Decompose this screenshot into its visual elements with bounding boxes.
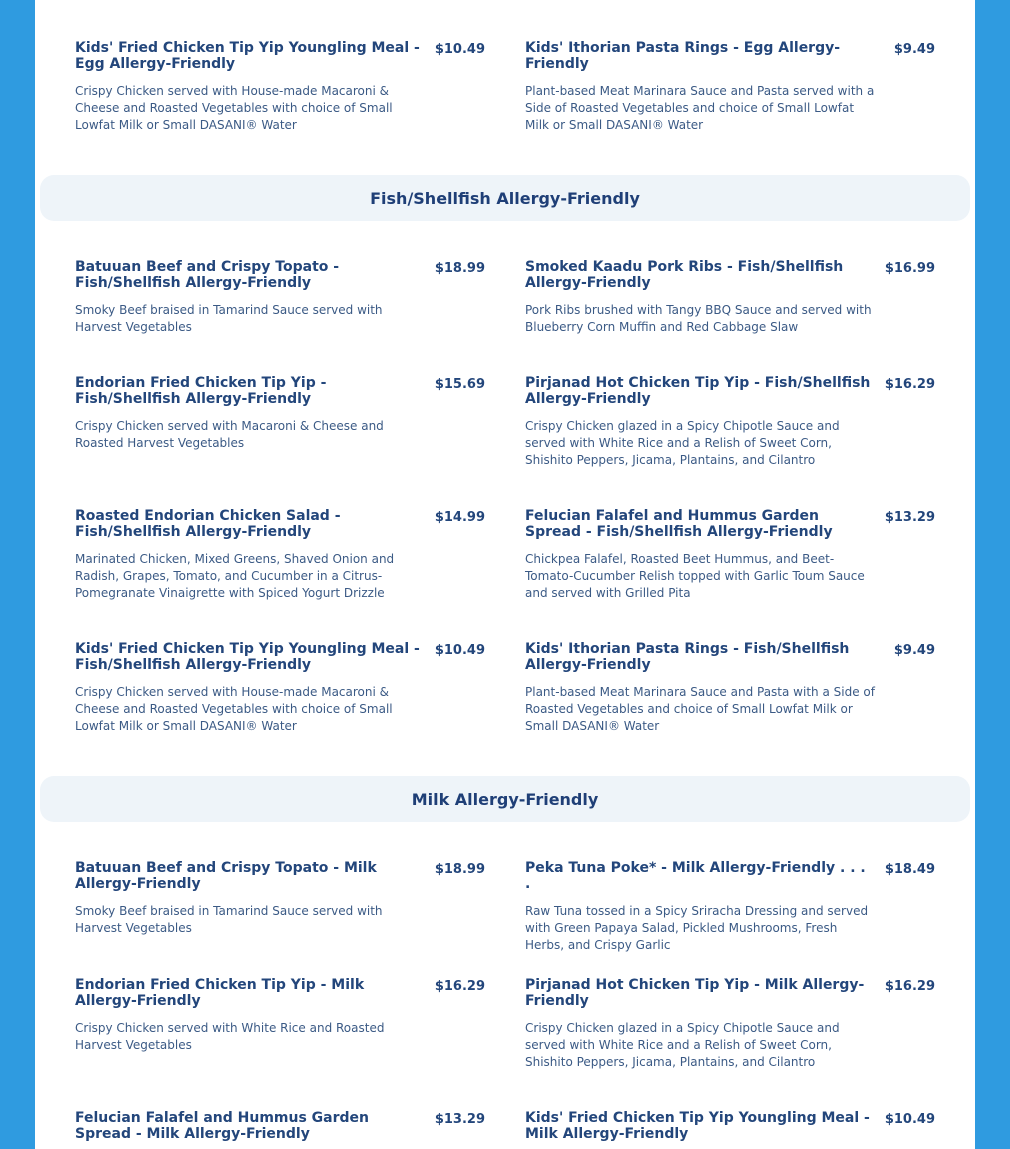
menu-item-title[interactable]: Kids' Fried Chicken Tip Yip Youngling Meal - Milk Allergy-Friendly <box>525 1110 870 1142</box>
menu-item-title[interactable]: Endorian Fried Chicken Tip Yip - Fish/Shellfish Allergy-Friendly <box>75 375 327 407</box>
menu-item-title[interactable]: Batuuan Beef and Crispy Topato - Milk Allergy-Friendly <box>75 860 377 892</box>
menu-item[interactable] <box>75 259 485 336</box>
menu-item-description: Crispy Chicken served with House-made Macaroni & Cheese and Roasted Vegetables with choice of Small Lowfat Milk or Small DASANI® Water <box>75 84 393 132</box>
menu-item[interactable] <box>75 40 485 134</box>
menu-item-description: Smoky Beef braised in Tamarind Sauce served with Harvest Vegetables <box>75 303 383 334</box>
menu-item[interactable] <box>75 508 485 602</box>
menu-item-title[interactable]: Kids' Fried Chicken Tip Yip Youngling Meal - Egg Allergy-Friendly <box>75 40 420 72</box>
menu-item[interactable] <box>525 860 935 954</box>
menu-item-description: Marinated Chicken, Mixed Greens, Shaved Onion and Radish, Grapes, Tomato, and Cucumber in a Citrus-Pomegranate Vinaigrette with Spiced Yogurt Drizzle <box>75 552 395 600</box>
menu-item-price: $16.29 <box>434 979 485 994</box>
menu-item-description: Crispy Chicken glazed in a Spicy Chipotle Sauce and served with White Rice and a Relish of Sweet Corn, Shishito Peppers, Jicama, Plantains, and Cilantro <box>525 419 840 467</box>
menu-item-price: $10.49 <box>434 643 485 658</box>
menu-item-price: $16.99 <box>884 261 935 276</box>
menu-item[interactable] <box>75 375 485 452</box>
section-header-milk: Milk Allergy-Friendly <box>40 776 970 822</box>
menu-item[interactable] <box>525 40 935 134</box>
menu-item-title[interactable]: Batuuan Beef and Crispy Topato - Fish/Shellfish Allergy-Friendly <box>75 259 340 291</box>
menu-item-title[interactable]: Pirjanad Hot Chicken Tip Yip - Fish/Shellfish Allergy-Friendly <box>525 375 871 407</box>
menu-item[interactable] <box>75 860 485 937</box>
menu-panel <box>35 0 975 1149</box>
menu-item-description: Crispy Chicken served with White Rice and Roasted Harvest Vegetables <box>75 1021 385 1052</box>
menu-item-description: Plant-based Meat Marinara Sauce and Pasta with a Side of Roasted Vegetables and choice of Small Lowfat Milk or Small DASANI® Water <box>525 685 875 733</box>
menu-item-description: Pork Ribs brushed with Tangy BBQ Sauce and served with Blueberry Corn Muffin and Red Cabbage Slaw <box>525 303 872 334</box>
menu-item[interactable] <box>75 977 485 1054</box>
menu-item-price: $18.99 <box>434 862 485 877</box>
menu-item-description: Smoky Beef braised in Tamarind Sauce served with Harvest Vegetables <box>75 904 383 935</box>
menu-item-title[interactable]: Endorian Fried Chicken Tip Yip - Milk Allergy-Friendly <box>75 977 365 1009</box>
menu-item-description: Crispy Chicken served with House-made Macaroni & Cheese and Roasted Vegetables with choice of Small Lowfat Milk or Small DASANI® Water <box>75 685 393 733</box>
menu-item-price: $10.49 <box>884 1112 935 1127</box>
menu-item-description: Crispy Chicken glazed in a Spicy Chipotle Sauce and served with White Rice and a Relish of Sweet Corn, Shishito Peppers, Jicama, Plantains, and Cilantro <box>525 1021 840 1069</box>
menu-item-title[interactable]: Kids' Fried Chicken Tip Yip Youngling Meal - Fish/Shellfish Allergy-Friendly <box>75 641 420 673</box>
menu-item-price: $13.29 <box>434 1112 485 1127</box>
menu-item-description: Chickpea Falafel, Roasted Beet Hummus, and Beet-Tomato-Cucumber Relish topped with Garlic Toum Sauce and served with Grilled Pita <box>525 552 865 600</box>
menu-item-price: $15.69 <box>434 377 485 392</box>
menu-item-title[interactable]: Kids' Ithorian Pasta Rings - Egg Allergy-Friendly <box>525 40 841 72</box>
menu-item-price: $9.49 <box>893 42 935 57</box>
menu-item-description: Plant-based Meat Marinara Sauce and Pasta served with a Side of Roasted Vegetables and choice of Small Lowfat Milk or Small DASANI® Water <box>525 84 875 132</box>
menu-item-description: Raw Tuna tossed in a Spicy Sriracha Dressing and served with Green Papaya Salad, Pickled Mushrooms, Fresh Herbs, and Crispy Garlic <box>525 904 869 952</box>
menu-item[interactable] <box>525 1110 935 1149</box>
menu-item-price: $10.49 <box>434 42 485 57</box>
menu-item-title[interactable]: Felucian Falafel and Hummus Garden Spread - Milk Allergy-Friendly <box>75 1110 370 1142</box>
menu-item[interactable] <box>75 1110 485 1149</box>
menu-item-title[interactable]: Roasted Endorian Chicken Salad - Fish/Shellfish Allergy-Friendly <box>75 508 341 540</box>
menu-item[interactable] <box>525 977 935 1071</box>
section-header-fish-shellfish: Fish/Shellfish Allergy-Friendly <box>40 175 970 221</box>
menu-item[interactable] <box>525 641 935 735</box>
menu-item-title[interactable]: Smoked Kaadu Pork Ribs - Fish/Shellfish Allergy-Friendly <box>525 259 844 291</box>
menu-item[interactable] <box>525 508 935 602</box>
menu-item-price: $9.49 <box>893 643 935 658</box>
menu-item[interactable] <box>525 375 935 469</box>
menu-item[interactable] <box>525 259 935 336</box>
menu-item-price: $18.49 <box>884 862 935 877</box>
menu-item-price: $14.99 <box>434 510 485 525</box>
menu-item-title[interactable]: Pirjanad Hot Chicken Tip Yip - Milk Allergy-Friendly <box>525 977 865 1009</box>
menu-item-description: Crispy Chicken served with Macaroni & Cheese and Roasted Harvest Vegetables <box>75 419 384 450</box>
menu-item-title[interactable]: Kids' Ithorian Pasta Rings - Fish/Shellfish Allergy-Friendly <box>525 641 850 673</box>
menu-item-price: $16.29 <box>884 979 935 994</box>
menu-item-title[interactable]: Felucian Falafel and Hummus Garden Spread - Fish/Shellfish Allergy-Friendly <box>525 508 833 540</box>
menu-item-title[interactable]: Peka Tuna Poke* - Milk Allergy-Friendly . . . . <box>525 860 866 892</box>
menu-item[interactable] <box>75 641 485 735</box>
menu-item-price: $18.99 <box>434 261 485 276</box>
menu-item-price: $13.29 <box>884 510 935 525</box>
menu-item-price: $16.29 <box>884 377 935 392</box>
